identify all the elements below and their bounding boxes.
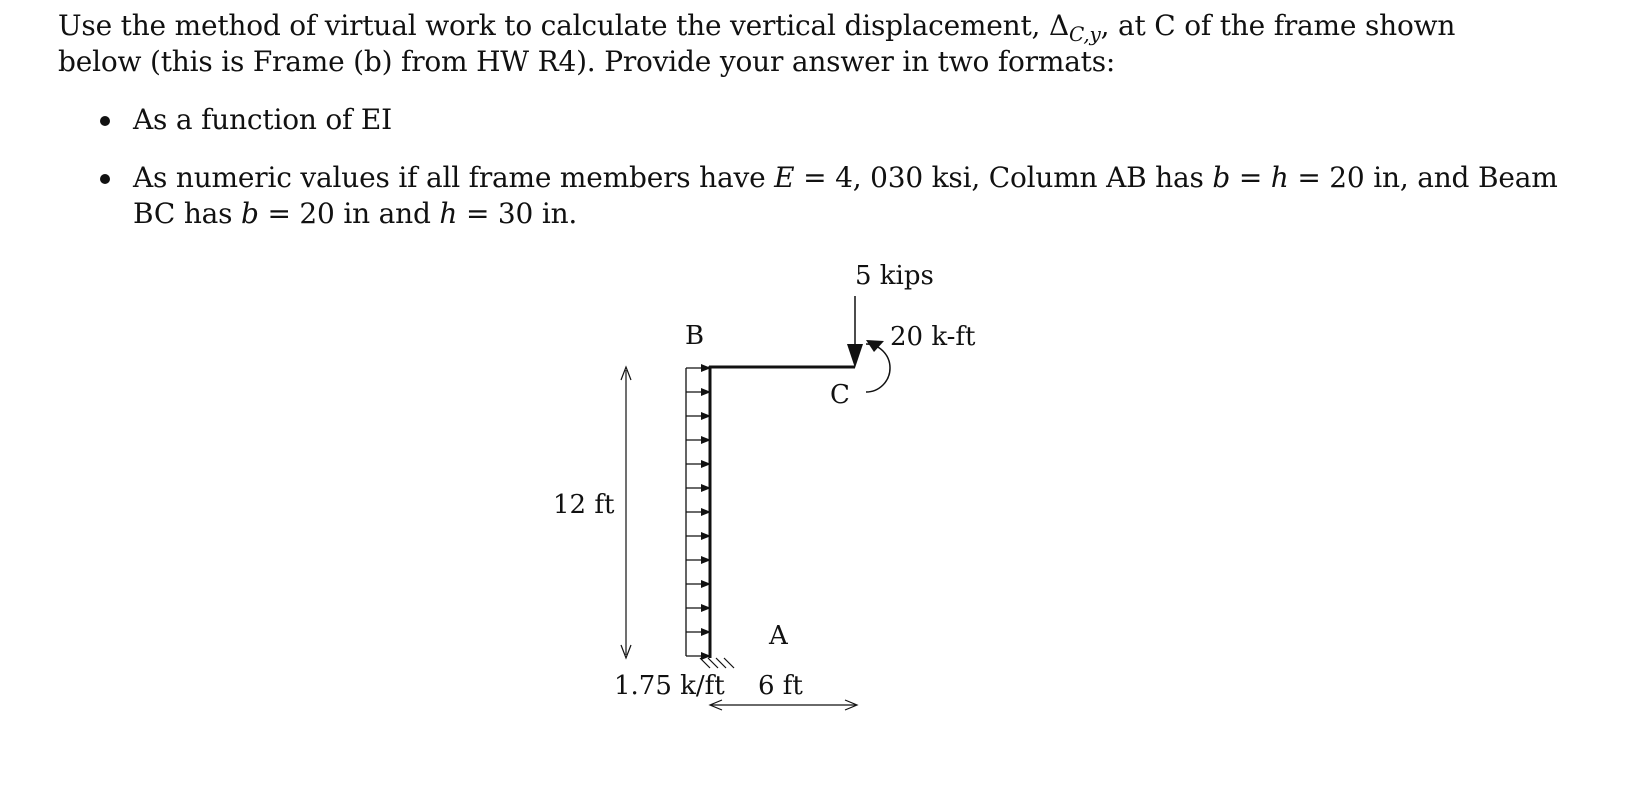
displacement-subscript: C,y xyxy=(1068,22,1101,46)
problem-intro-text: Use the method of virtual work to calculate the vertical displacement, xyxy=(58,9,1049,42)
node-b-label: B xyxy=(685,321,705,351)
fixed-support-a xyxy=(700,658,734,668)
span-label: 6 ft xyxy=(758,671,803,701)
moment-label: 20 k-ft xyxy=(890,322,976,352)
beam-height: = 30 in. xyxy=(457,197,578,230)
displacement-symbol: Δ xyxy=(1048,9,1069,42)
modulus-value: = 4, 030 ksi, Column AB has xyxy=(794,161,1213,194)
moment-arrow xyxy=(866,340,890,392)
distributed-load-label: 1.75 k/ft xyxy=(614,671,725,701)
column-size: = 20 in, and Beam xyxy=(1288,161,1558,194)
node-c-label: C xyxy=(830,380,850,410)
span-dimension xyxy=(710,700,857,710)
equals-sign: = xyxy=(1230,161,1271,194)
point-load-arrow xyxy=(847,296,863,368)
symbol-h-beam: h xyxy=(439,197,458,230)
beam-text-a: BC has xyxy=(133,197,242,230)
symbol-b: b xyxy=(1212,161,1231,194)
numeric-text-a: As numeric values if all frame members have xyxy=(133,161,775,194)
bullet-text-ei: As a function of EI xyxy=(133,103,393,136)
symbol-h: h xyxy=(1270,161,1289,194)
problem-intro-continued: , at C of the frame shown below (this is Frame (b) from HW R4). Provide your answer in two formats: xyxy=(58,9,1456,78)
distributed-load xyxy=(686,368,710,656)
height-dimension xyxy=(621,367,631,658)
point-load-label: 5 kips xyxy=(855,261,934,291)
node-a-label: A xyxy=(769,621,788,651)
beam-width: = 20 in and xyxy=(258,197,440,230)
symbol-e: E xyxy=(774,161,795,194)
symbol-b-beam: b xyxy=(241,197,259,230)
height-label: 12 ft xyxy=(553,490,615,520)
